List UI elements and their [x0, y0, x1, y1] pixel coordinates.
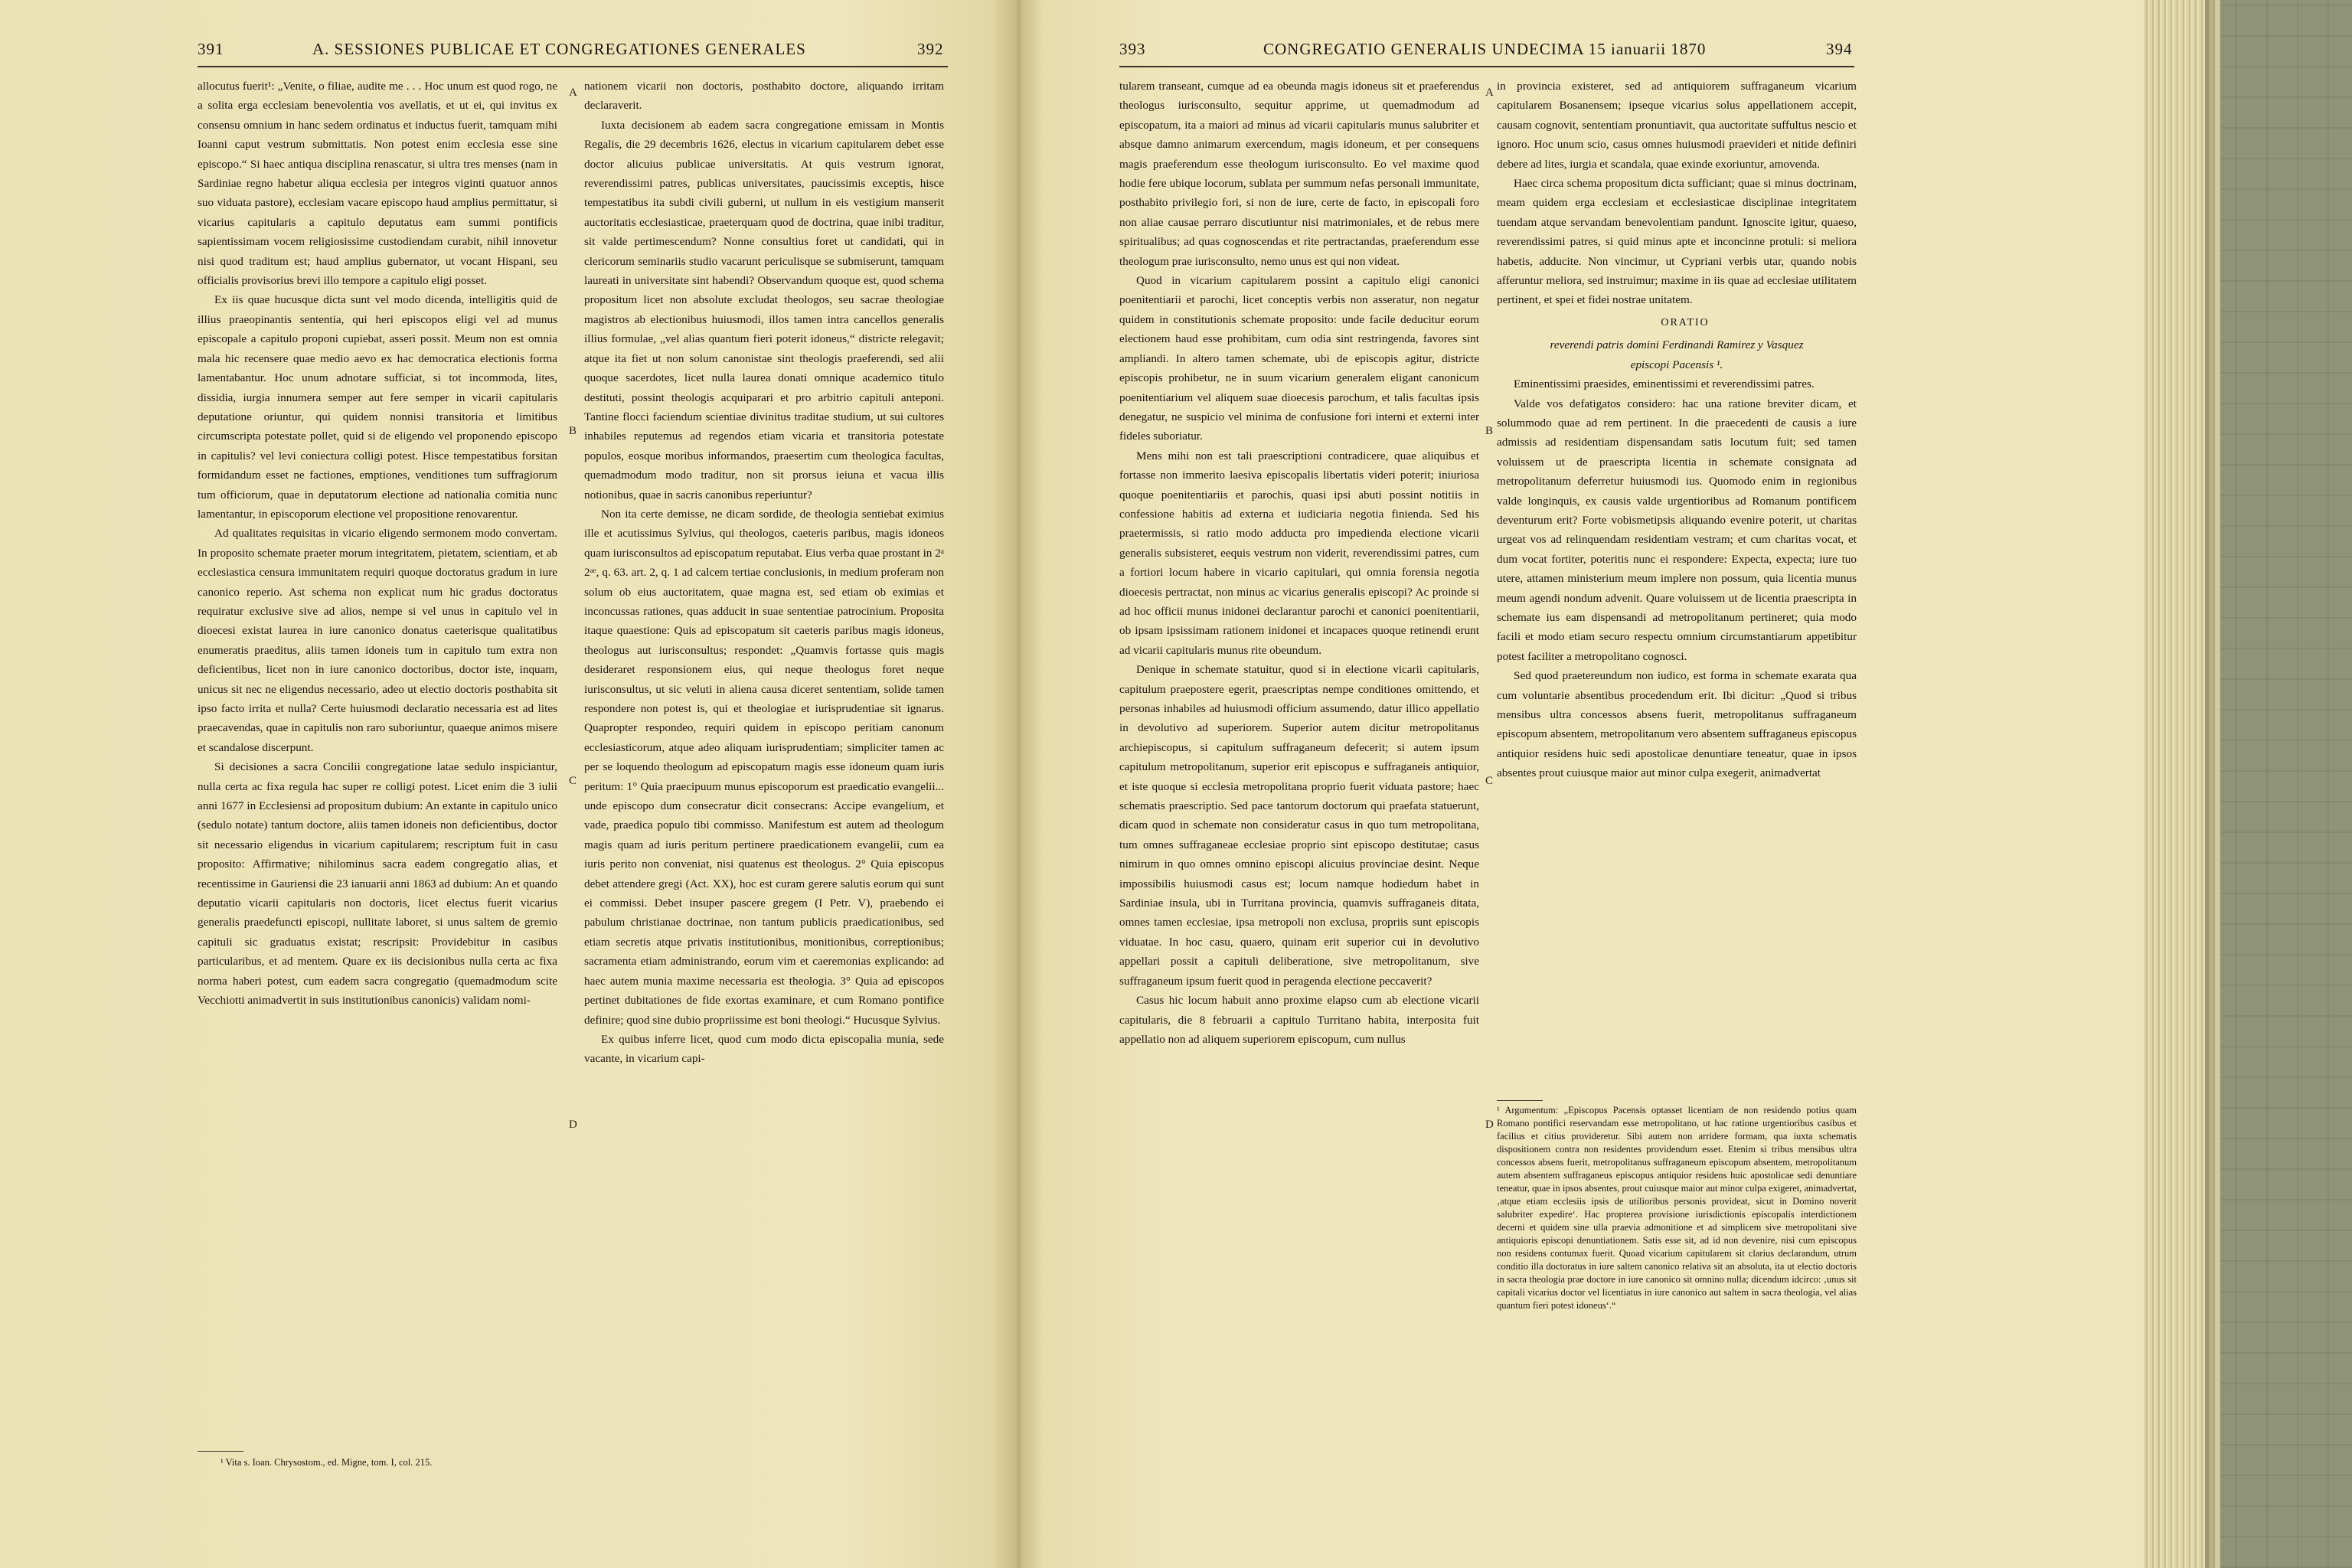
left-page-column-2: [584, 77, 944, 1531]
margin-letter-b: B: [1485, 425, 1494, 437]
paragraph: Sed quod praetereundum non iudico, est forma in schemate exarata qua cum voluntarie absentibus procedendum erit. Ibi dicitur: „Quod si tribus mensibus ultra concessos absens fuerit, metropolitanus suffraganeum episcopum absentem, metropolitanum vero absentem suffraganeus episcopus antiquior residens huic sedi apostolicae denuntiare teneatur, quae in ipsos absentes prout cuiusque maior aut minor culpa exegerit, animadvertat: [1497, 669, 1857, 780]
margin-letter-a: A: [1485, 87, 1494, 99]
margin-letter-d: D: [569, 1119, 577, 1131]
paragraph: in provincia existeret, sed ad antiquiorem suffraganeum vicarium capitularem Bosanensem; ipseque vicarius solus appellationem accepit, causam cognovit, sententiam pronuntiavit, qua auctoritate suffultus nescio et ignoro. Hoc unum scio, casus omnes huiusmodi praevideri et nitide definiri debere ad lites, iurgia et scandala, quae exinde exoriuntur, amovenda.: [1497, 80, 1857, 171]
page-number-392: 392: [917, 40, 944, 58]
oratio-salutation: Eminentissimi praesides, eminentissimi et reverendissimi patres.: [1514, 377, 1815, 391]
margin-letter-a: A: [569, 87, 577, 99]
page-number-394: 394: [1826, 40, 1853, 58]
paragraph: Ex iis quae hucusque dicta sunt vel modo dicenda, intelligitis quid de illius praeopinantis sententia, qui heri episcopos eligi vel ad munus episcopale a capitulo proponi cupiebat, asseri possit. Meum non est omnia mala hic recensere quae medio aevo ex hac democratica electionis forma lamentabantur. Hoc unum adnotare sufficiat, si tot incommoda, lites, dissidia, iurgia innumera semper aut fere semper in vicarii capitularis deputatione oriuntur, qui quidem nonnisi transitoria et limitibus circumscripta potestate pollet, quid si de eligendo vel proponendo episcopo in capitulis? vel levi coniectura colligi potest. Hisce tempestatibus forsitan formidandum esset ne factiones, emptiones, venditiones tum suffragiorum tum officiorum, quae in deputatorum electione ad nationalia comitia nunc lamentantur, in episcoporum electione vel propositione renovarentur.: [198, 293, 557, 521]
paragraph: Mens mihi non est tali praescriptioni contradicere, quae aliquibus et fortasse non immerito laesiva episcopalis libertatis videri poterit; iniuriosa quoque poenitentiariis et parochis, quasi ipsi abuti possint notitiis in confessione habitis ad externa et iudiciaria negotia finienda. Sed his praetermissis, si ratio modo adducta pro impedienda electione vicarii generalis subsisteret, eequis vestrum non viderit, reverendissimi patres, cum a fortiori locum habere in vicario capitulari, qui omnia forensia negotia dioecesis pertractat, non minus ac vicarius generalis episcopi? Ac proinde si ad hoc officii munus inidonei declarantur parochi et canonici poenitentiarii, ob ipsam ipsissimam rationem inidonei et incapaces quoque retinendi erunt ad vicarii capitularis munus rite obeundum.: [1119, 449, 1479, 657]
paragraph: Iuxta decisionem ab eadem sacra congregatione emissam in Montis Regalis, die 29 decembris 1626, electus in vicarium capitularem debet esse doctor alicuius publicae universitatis. At quis vestrum ignorat, reverendissimi patres, publicas universitates, paucissimis exceptis, hisce tempestatibus ita subdi civili guberni, ut nullum in eis vestigium manserit auctoritatis ecclesiasticae, praeterquam quod de doctrina, quae inibi traditur, sit valde pertimescendum? Nonne consultius foret ut candidati, qui in clericorum seminariis studio vacarunt periculisque se submiserunt, tamquam laureati in universitate sint habendi? Observandum quoque est, quod schema propositum licet non absolute excludat theologos, seu sacrae theologiae magistros ab electionibus huiusmodi, illos tamen intra cancellos generalis illius formulae, „vel alias quantum fieri poterit idoneus,“ districte relegavit; atque ita fiet ut non solum canonistae sint theologis praeferendi, sed alii quoque sacerdotes, licet nulla laurea donati omnique academico titulo destituti, possint theologis acquiparari et pro arbitrio capituli anteponi. Tantine flocci faciendum scientiae divinitus traditae studium, ut sui cultores inhabiles reputemus ad regendos etiam vicaria et transitoria potestate populos, eosque moribus informandos, praesertim cum theologica facultas, quemadmodum modo traditur, non sit prorsus ieiuna et vacua illis notionibus, quae in sacris canonibus reperiuntur?: [584, 118, 944, 501]
paragraph: allocutus fuerit¹: „Venite, o filiae, audite me . . . Hoc unum est quod rogo, ne a solita erga ecclesiam benevolentia vos avellatis, et ut ei, qui invitus ex consensu omnium in hanc sedem ordinatus et inductus fuerit, tamquam mihi Ioanni caput vestrum submittatis. Non potest enim ecclesia esse sine episcopo.“ Si haec antiqua disciplina renascatur, si ultra tres menses (nam in Sardiniae regno habetur aliqua ecclesia per integros viginti quatuor annos suo viduata pastore), ecclesiam vacare episcopo haud amplius permittatur, si vicarius capitularis a capitulo deputatus eam summi pontificis sapientissimam vocem religiosissime custodiendam curabit, nihil innovetur nisi quod traditum est; haud amplius gubernator, ut vocant Hispani, seu officialis provisorius brevi illo tempore a capitulo eligi posset.: [198, 80, 557, 288]
right-running-header: [1041, 40, 2159, 63]
page-edges-shadow: [2205, 0, 2220, 1568]
footnote-rule: [1497, 1100, 1543, 1101]
left-page: [0, 0, 995, 1568]
left-footnote: ¹ Vita s. Ioan. Chrysostom., ed. Migne, tom. I, col. 215.: [220, 1457, 433, 1468]
right-running-head: CONGREGATIO GENERALIS UNDECIMA 15 ianuarii 1870: [1263, 40, 1707, 58]
paragraph: Non ita certe demisse, ne dicam sordide, de theologia sentiebat eximius ille et acutissimus Sylvius, qui theologos, caeteris paribus, magis idoneos quam iurisconsultos ad episcopatum reputabat. Eius verba quae prostant in 2ᵃ 2ᵃᵉ, q. 63. art. 2, q. 1 ad calcem tertiae conclusionis, in medium proferam non solum ob eius auctoritatem, quae magna est, sed etiam ob eximias et inconcussas rationes, quas adducit in suae sententiae patrocinium. Proposita itaque quaestione: Quis ad episcopatum sit caeteris paribus magis idoneus, theologus aut iurisconsultus; respondet: „Quamvis fortasse quis magis desideraret responsionem eius, qui neque theologus foret neque iurisconsultus, ut sic veluti in aliena causa diceret sententiam, solide tamen respondere non potest is, qui et theologiae et iurisprudentiae sit ignarus. Quapropter respondeo, requiri quidem in episcopo peritiam canonum ecclesiasticorum, atque adeo aliquam iurisprudentiam; simpliciter tamen ac per se loquendo theologum ad episcopatum magis esse idoneum quam iuris peritum: 1° Quia praecipuum munus episcoporum est praedicatio evangelii... unde episcopo dum consecratur dicit consecrans: Accipe evangelium, et vade, praedica populo tibi commisso. Manifestum est autem ad theologum magis quam ad iuris peritum pertinere praedicationem evangelii, cum ea iuris perito non conveniat, nisi quatenus est theologus. 2° Quia episcopus debet attendere gregi (Act. XX), hoc est curam gerere salutis eorum qui sunt ei commissi. Debet insuper pascere gregem (I Petr. V), praebendo ei pabulum christianae doctrinae, non tantum publicis praedicationibus, sed etiam secretis atque privatis institutionibus, monitionibus, correptionibus; sacramenta etiam administrando, eorum vim et caeremonias explicando: ad haec autem munia maxime necessaria est theologia. 3° Quia ad episcopos pertinet dubitationes de fide exortas examinare, et cum Romano pontifice definire; quod sine dubio propriissime est boni theologi.“ Hucusque Sylvius.: [584, 507, 944, 1027]
paragraph: Valde vos defatigatos considero: hac una ratione breviter dicam, et solummodo quae ad rem pertinent. In die praecedenti de causis a iure admissis ad residentiam dispensandam satis locutum fuit; sed tamen voluissem ut de praescripta licentia in schemate consignata ad metropolitanum deferretur huiusmodi ius. Quomodo enim in regionibus valde longinquis, ex causis valde urgentioribus ad Romanum pontificem deventurum erit? Forte vobismetipsis aliquando evenire poterit, ut charitas urgeat vos ad relinquendam residentiam vestram; et cum charitas vocat, et dum vocat fortiter, poteritis nunc ei respondere: Expecta, expecta; iure tuo utere, attamen ministerium meum implere non possum, quia licentia munus meum agendi nondum advenit. Quare voluissem ut de licentia praescripta in schemate ius eam dispensandi ad metropolitanum pertineret; quia modo facili et modo etiam securo respectu omnium circumstantiarum appetibitur potest faciliter a metropolitano cognosci.: [1497, 397, 1857, 663]
paragraph: Denique in schemate statuitur, quod si in electione vicarii capitularis, capitulum praepostere egerit, praescriptas nempe conditiones omittendo, et personas inhabiles ad huiusmodi officium assumendo, datur illico appellatio in devolutivo ad superiorem. Superior autem dicitur metropolitanus archiepiscopus, si capitulum suffraganeum defecerit; si autem ipsum capitulum metropolitanum, superior erit episcopus e suffraganeis antiquior, et iste quoque si ecclesia metropolitana proprio fuerit viduata pastore; haec schematis praescriptio. Sed pace tantorum doctorum qui praefata statuerunt, dicam quod in schemate non consideratur casus in quo tum metropolitana, tum omnes suffraganeae ecclesiae proprio sint episcopo destitutae; casus nimirum in quo omnes omnino episcopi alicuius provinciae desint. Neque impossibilis huiusmodi casus est; locum namque hodiedum habet in Sardiniae insula, ubi in Turritana provincia, quamvis suffraganeis ditata, omnes tamen ecclesiae, ipsa metropoli non exclusa, propriis sunt episcopis viduatae. In hoc casu, quaero, quinam erit superior cui in devolutivo appellari possit a capituli deliberatione, sive metropolitanum, sive suffraganeum ipsum fuerit quod in peragenda electione peccaverit?: [1119, 663, 1479, 988]
left-running-header: [0, 40, 995, 63]
oratio-subtitle-2: episcopi Pacensis ¹.: [1630, 358, 1723, 371]
right-page: [1041, 0, 2159, 1568]
paragraph: Quod in vicarium capitularem possint a capitulo eligi canonici poenitentiarii et parochi, licet conceptis verbis non asseratur, non negatur quidem in constitutionis schemate proposito: unde facile deducitur eorum electionem haud esse prohibitam, cum odia sint restringenda, favores sint ampliandi. In altero tamen schemate, ubi de episcopis agitur, districte episcopis prohibetur, ne in suum vicarium generalem eligant canonicum poenitentiarium vel aliquem suae dioecesis parochum, et talis facultas ipsis denegatur, ne suspicio vel minima de confusione fori interni et externi inter fideles suboriatur.: [1119, 274, 1479, 443]
margin-letter-c: C: [1485, 775, 1494, 787]
paragraph: Casus hic locum habuit anno proxime elapso cum ab electione vicarii capitularis, die 8 februarii a capitulo Turritano habita, interposita fuit appellatio non ad aliquem superiorem episcopum, cum nullus: [1119, 994, 1479, 1046]
book-gutter: [995, 0, 1041, 1568]
oratio-subtitle: reverendi patris domini Ferdinandi Ramirez y Vasquez: [1550, 338, 1804, 352]
left-running-head: A. SESSIONES PUBLICAE ET CONGREGATIONES GENERALES: [312, 40, 806, 58]
margin-letter-c: C: [569, 775, 577, 787]
header-rule: [1119, 66, 1854, 67]
paragraph: Ad qualitates requisitas in vicario eligendo sermonem modo convertam. In proposito schemate praeter morum integritatem, pietatem, scientiam, et ab ecclesiastica censura immunitatem requiri quoque doctoratus gradum in iure canonico reperio. Ast schema non explicat num hic gradus doctoratus requiratur exclusive sive ad alios, nempe si vel unus in capitulo vel in dioecesi existat laurea in iure canonico donatus caeterisque qualitatibus enumeratis praeditus, aliis tamen idoneis tum in capitulo tum extra non deficientibus, licet non in iure canonico doctoribus, doctor iste, inquam, unicus sit nec ne eligendus necessario, adeo ut electio doctoris posthabita sit ipso facto irrita et nulla? Certe huiusmodi declaratio necessaria est ad lites praecavendas, quae in capitulis non raro suboriuntur, quaeque animos misere et scandalose discerpunt.: [198, 527, 557, 754]
oratio-title: ORATIO: [1661, 316, 1710, 328]
left-page-column-1: [198, 77, 557, 1531]
header-rule: [198, 66, 948, 67]
footnote-rule: [198, 1451, 243, 1452]
paragraph: Si decisiones a sacra Concilii congregatione latae sedulo inspiciantur, nulla certa ac fixa regula hac super re colligi potest. Licet enim die 3 iulii anni 1677 in Ecclesiensi ad propositum dubium: An extante in capitulo unico (sedulo notate) tantum doctore, aliis tamen idoneis non deficientibus, doctor sit necessario eligendus in vicarium capitularem; rescriptum fuit in casu proposito: Affirmative; nihilominus sacra eadem congregatio alias, et recentissime in Gauriensi die 23 ianuarii anni 1863 ad dubium: An et quando deputatio vicarii capitularis non doctoris, licet electus fuerit vicarius generalis praedefuncti episcopi, nullitate laboret, si unus saltem de gremio capituli sic graduatus existat; rescripsit: Providebitur in casibus particularibus, et ad mentem. Quare ex iis decisionibus nulla certa ac fixa norma haberi potest, cum eadem sacra congregatio (quemadmodum scite Vecchiotti animadvertit in suis institutionibus canonicis) validam nomi-: [198, 760, 557, 1008]
right-page-column-2: [1497, 77, 1857, 1095]
margin-letter-b: B: [569, 425, 577, 437]
right-footnote: ¹ Argumentum: „Episcopus Pacensis optasset licentiam de non residendo potius quam Romano pontifici reservandam esse metropolitano, ut hac ratione urgentioribus casibus et facilius et citius provideretur. Sibi autem non arridere formam, qua iuxta schematis dispositionem contra non residentes providendum esset. Etenim si tribus mensibus ultra concessos absens fuerit, metropolitanus suffraganeum episcopum absentem, metropolitanum autem absentem suffraganeus episcopus antiquior residens huic apostolicae sedi denuntiare teneatur, quae in ipsos absentes, prout cuiusque maior aut minor culpa exigeret, animadvertat, ‚atque etiam ecclesiis ipsis de utilioribus personis provideat, sicut in Domino noverit salubriter expedire‘. Hac propterea provisione iurisdictionis episcopalis interdictionem decerni et quidem sine ulla praevia admonitione et ad simplicem sive metropolitani sive antiquioris episcopi denuntiationem. Satis esse sit, ad id non devenire, nisi cum episcopus non residens contumax fuerit. Quoad vicarium capitularem sit clarius declarandum, utrum conditio illa doctoratus in iure saltem canonico relativa sit an absoluta, ita ut electio doctoris in sacra theologia prae doctore in iure canonico sit omnino nulla; dicendum idcirco: ‚unus sit capitali vicarius doctor vel licentiatus in iure canonico aut saltem in sacra theologia, vel alias quantum fieri potest idoneus‘.“: [1497, 1105, 1857, 1311]
paragraph: Haec circa schema propositum dicta sufficiant; quae si minus doctrinam, meam quidem erga ecclesiam et ecclesiasticae disciplinae integritatem tuendam atque servandam benevolentiam pandunt. Ignoscite igitur, quaeso, reverendissimi patres, si quid minus apte et inconcinne protuli: si meliora habetis, adducite. Non vincimur, ut Cypriani verbis utar, quando nobis afferuntur meliora, sed instruimur; maxime in iis quae ad ecclesiae utilitatem pertinent, et spei et fidei nostrae unitatem.: [1497, 177, 1857, 307]
page-number-393: 393: [1119, 40, 1146, 58]
paragraph: tularem transeant, cumque ad ea obeunda magis idoneus sit et praeferendus theologus iurisconsulto, sequitur apprime, ut quemadmodum ad episcopatum, ita a maiori ad minus ad vicarii capitularis munus salubriter et absque damno animarum exercendum, magis idoneum, et per consequens magis praeferendum esse theologum iurisconsulto. Eo vel maxime quod hodie fere ubique locorum, sublata per summum nefas personali immunitate, posthabito privilegio fori, si non de iure, certe de facto, in episcopali foro non aliae causae perraro discutiuntur nisi matrimoniales, et de rebus mere spiritualibus; ad quas cognoscendas et rite pertractandas, praeferendum esse theologum prae iurisconsulto, nemo unus est qui non videat.: [1119, 80, 1479, 268]
margin-letter-d: D: [1485, 1119, 1494, 1131]
page-number-391: 391: [198, 40, 224, 58]
right-page-column-1: [1119, 77, 1479, 1531]
paragraph: nationem vicarii non doctoris, posthabito doctore, aliquando irritam declaraverit.: [584, 80, 944, 113]
paragraph: Ex quibus inferre licet, quod cum modo dicta episcopalia munia, sede vacante, in vicarium capi-: [584, 1032, 944, 1066]
